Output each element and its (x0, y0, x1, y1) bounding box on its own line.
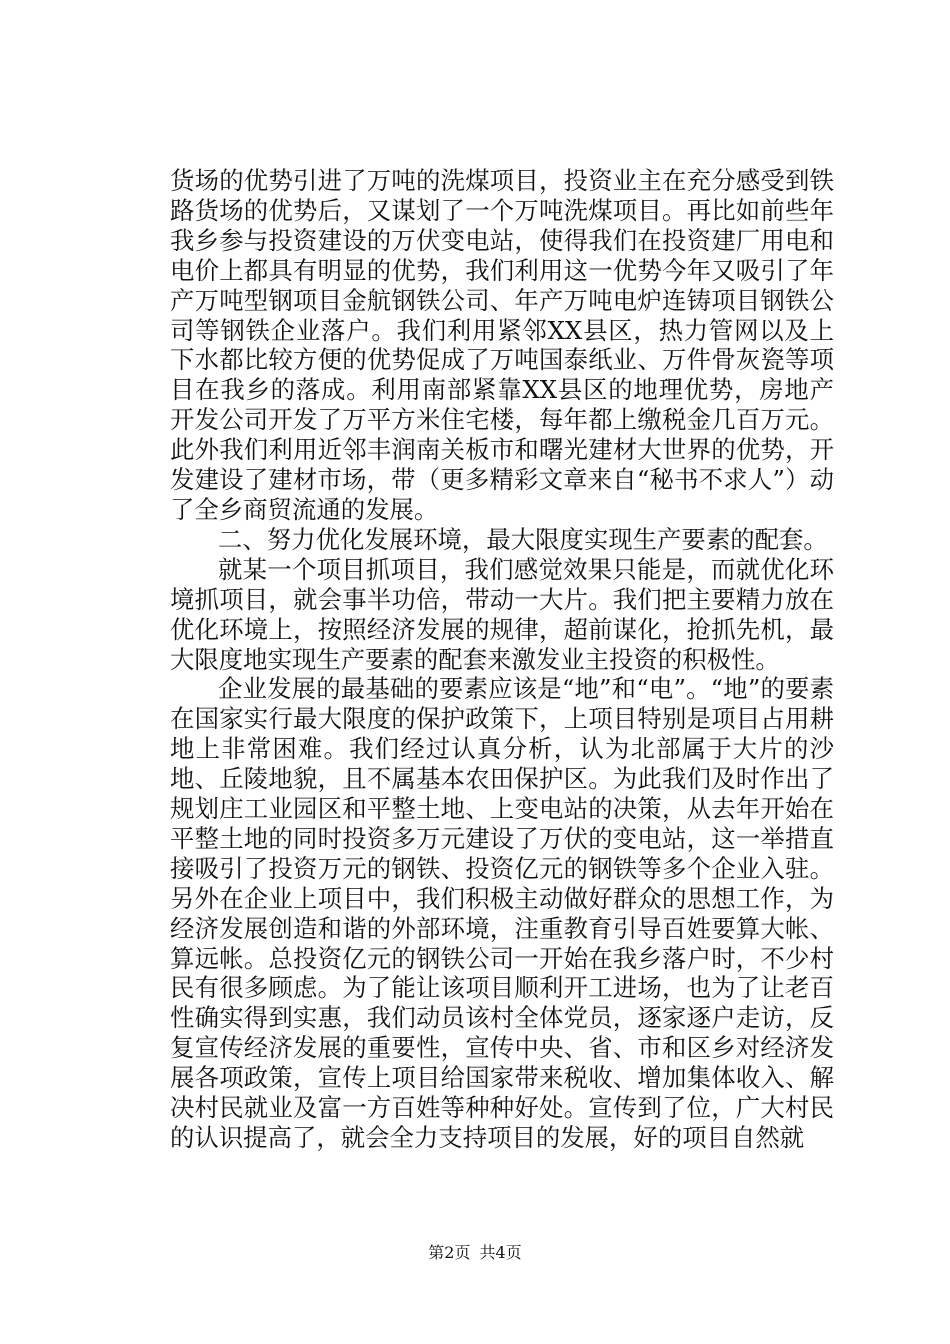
paragraph-1: 货场的优势引进了万吨的洗煤项目，投资业主在充分感受到铁路货场的优势后，又谋划了一个万吨洗煤项目。再比如前些年我乡参与投资建设的万伏变电站，使得我们在投资建厂用电和电价上都具有明显的优势，我们利用这一优势今年又吸引了年产万吨型钢项目金航钢铁公司、年产万吨电炉连铸项目钢铁公司等钢铁企业落户。我们利用紧邻XX县区，热力管网以及上下水都比较方便的优势促成了万吨国泰纸业、万件骨灰瓷等项目在我乡的落成。利用南部紧靠XX县区的地理优势，房地产开发公司开发了万平方米住宅楼，每年都上缴税金几百万元。此外我们利用近邻丰润南关板市和曙光建材大世界的优势，开发建设了建材市场，带（更多精彩文章来自“秘书不求人”）动了全乡商贸流通的发展。 (170, 166, 834, 524)
document-body (170, 166, 834, 1153)
paragraph-4: 企业发展的最基础的要素应该是“地”和“电”。“地”的要素在国家实行最大限度的保护政策下，上项目特别是项目占用耕地上非常困难。我们经过认真分析，认为北部属于大片的沙地、丘陵地貌，且不属基本农田保护区。为此我们及时作出了规划庄工业园区和平整土地、上变电站的决策，从去年开始在平整土地的同时投资多万元建设了万伏的变电站，这一举措直接吸引了投资万元的钢铁、投资亿元的钢铁等多个企业入驻。另外在企业上项目中，我们积极主动做好群众的思想工作，为经济发展创造和谐的外部环境，注重教育引导百姓要算大帐、算远帐。总投资亿元的钢铁公司一开始在我乡落户时，不少村民有很多顾虑。为了能让该项目顺利开工进场，也为了让老百性确实得到实惠，我们动员该村全体党员，逐家逐户走访，反复宣传经济发展的重要性，宣传中央、省、市和区乡对经济发展各项政策，宣传上项目给国家带来税收、增加集体收入、解决村民就业及富一方百姓等种种好处。宣传到了位，广大村民的认识提高了，就会全力支持项目的发展，好的项目自然就 (170, 674, 834, 1152)
page-total: 共4页 (479, 1243, 522, 1262)
paragraph-3: 就某一个项目抓项目，我们感觉效果只能是，而就优化环境抓项目，就会事半功倍，带动一大片。我们把主要精力放在优化环境上，按照经济发展的规律，超前谋化，抢抓先机，最大限度地实现生产要素的配套来激发业主投资的积极性。 (170, 554, 834, 674)
section-heading: 二、努力优化发展环境，最大限度实现生产要素的配套。 (218, 524, 828, 554)
page-footer (0, 1240, 950, 1263)
page-number: 第2页 (428, 1243, 471, 1262)
